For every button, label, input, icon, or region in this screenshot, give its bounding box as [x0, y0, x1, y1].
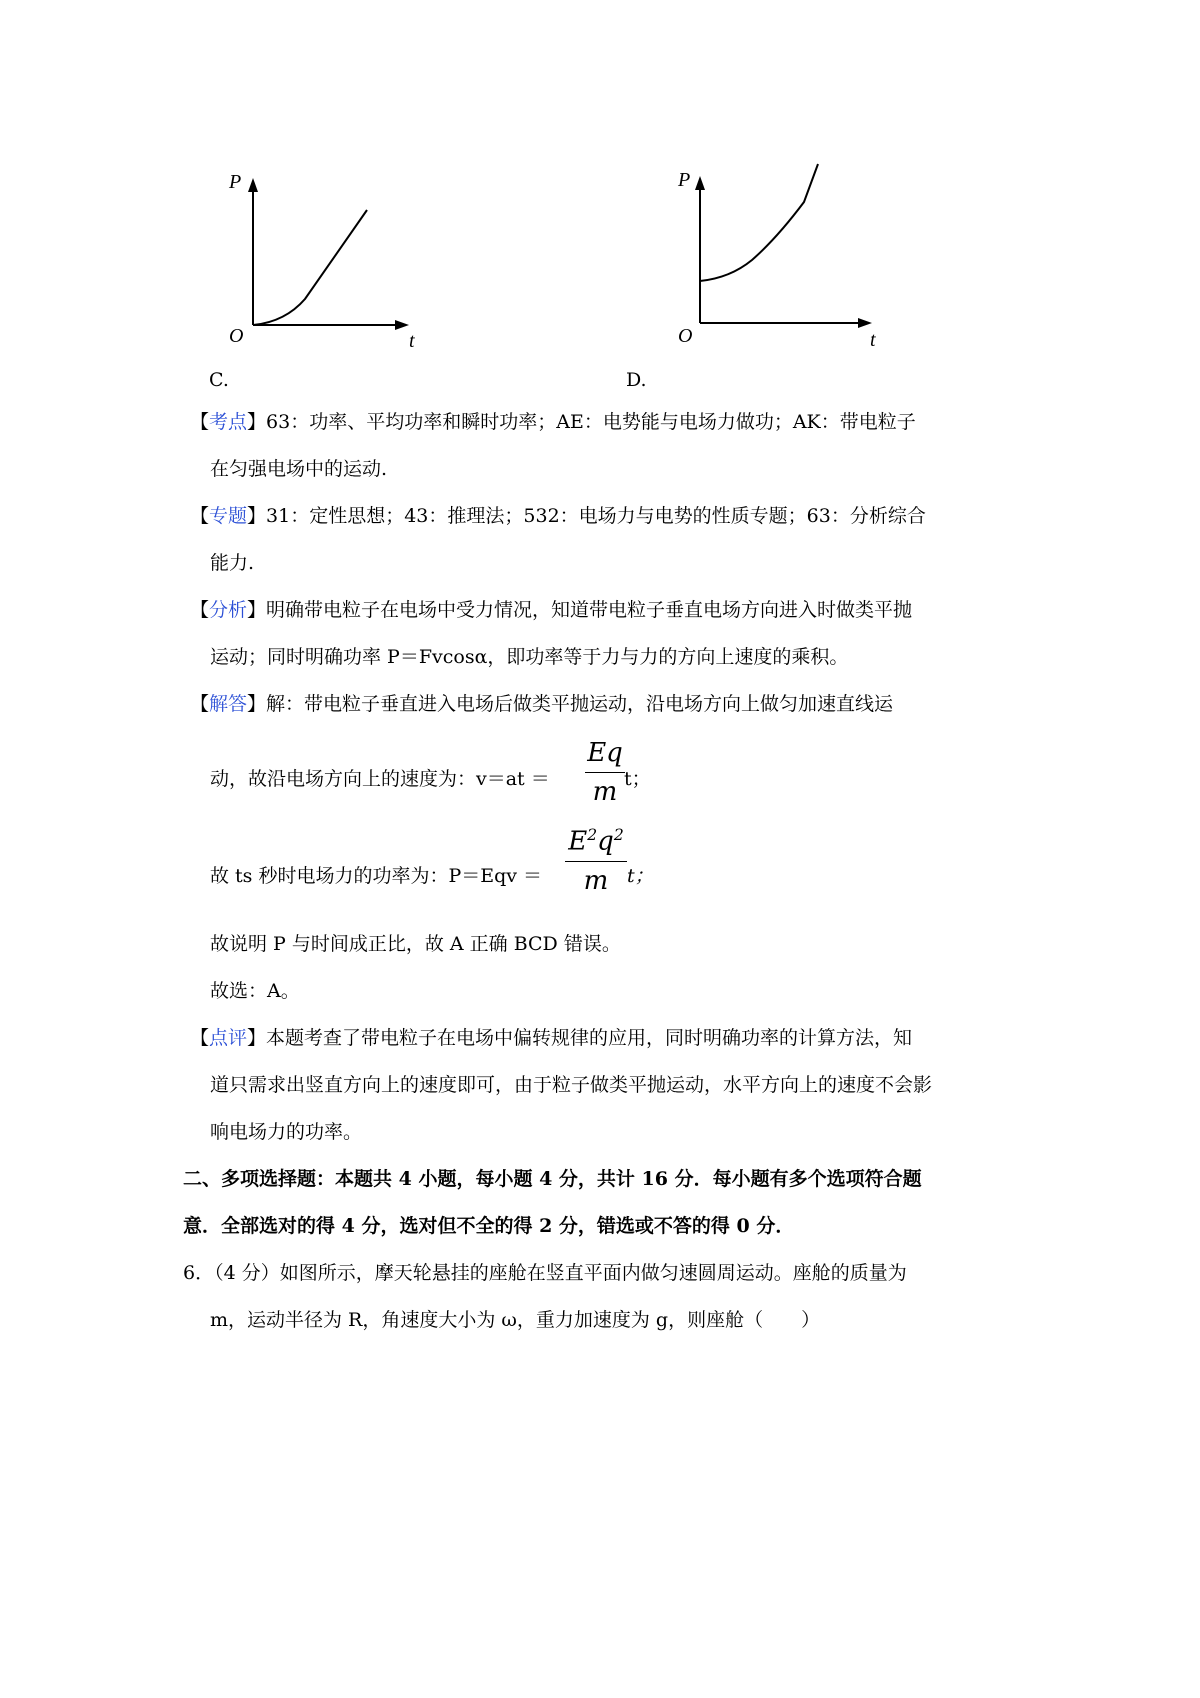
fenxi-line-2: 运动；同时明确功率 P＝Fvcosα，即功率等于力与力的方向上速度的乘积。	[210, 646, 849, 668]
zhuanti-line-1	[190, 507, 926, 526]
option-c-label: C.	[209, 369, 229, 391]
jieda-line-2-suffix: t；	[624, 768, 651, 790]
dianping-line-2: 道只需求出竖直方向上的速度即可，由于粒子做类平抛运动，水平方向上的速度不会影	[210, 1074, 933, 1096]
graph-d-x-arrow	[858, 318, 872, 328]
fraction-2-q-exp: 2	[613, 826, 624, 844]
dianping-line-3: 响电场力的功率。	[210, 1121, 363, 1143]
graph-c-origin: O	[229, 325, 244, 347]
graph-d-origin: O	[678, 325, 693, 347]
dianping-tag-open: 【	[190, 1027, 210, 1049]
graph-c-curve	[253, 210, 367, 325]
jieda-line-1	[190, 695, 893, 714]
dianping-tag-close: 】	[247, 1027, 267, 1049]
fenxi-line-1	[190, 601, 912, 620]
jieda-text-1: 解：带电粒子垂直进入电场后做类平抛运动，沿电场方向上做匀加速直线运	[266, 693, 894, 715]
option-d-label: D.	[626, 369, 647, 391]
jieda-line-5: 故选：A。	[210, 980, 300, 1002]
jieda-line-4: 故说明 P 与时间成正比，故 A 正确 BCD 错误。	[210, 933, 621, 955]
fraction-1-bar	[585, 772, 625, 773]
fraction-eq-over-m	[585, 740, 625, 805]
zhuanti-tag: 专题	[209, 505, 248, 527]
graph-c-y-label: P	[229, 171, 242, 193]
question-6-line-2: m，运动半径为 R，角速度大小为 ω，重力加速度为 g，则座舱（ ）	[210, 1309, 821, 1331]
graph-d-y-label: P	[678, 169, 691, 191]
fraction-1-denominator: m	[592, 777, 618, 807]
graph-d-curve	[700, 164, 818, 281]
graph-d-y-arrow	[695, 176, 705, 190]
kaodian-tag-open: 【	[190, 411, 210, 433]
zhuanti-line-2: 能力.	[210, 552, 255, 574]
fraction-2-denominator: m	[583, 865, 609, 896]
fenxi-tag-close: 】	[247, 599, 267, 621]
fenxi-tag-open: 【	[190, 599, 210, 621]
zhuanti-tag-open: 【	[190, 505, 210, 527]
graph-c	[225, 162, 435, 362]
kaodian-text-1: 63：功率、平均功率和瞬时功率；AE：电势能与电场力做功；AK：带电粒子	[266, 411, 916, 433]
dianping-tag: 点评	[209, 1027, 248, 1049]
jieda-line-3-suffix: t；	[627, 865, 654, 887]
jieda-tag: 解答	[209, 693, 248, 715]
fenxi-text-1: 明确带电粒子在电场中受力情况，知道带电粒子垂直电场方向进入时做类平抛	[266, 599, 913, 621]
fenxi-tag: 分析	[209, 599, 248, 621]
kaodian-line-2: 在匀强电场中的运动.	[210, 458, 388, 480]
zhuanti-tag-close: 】	[247, 505, 267, 527]
zhuanti-text-1: 31：定性思想；43：推理法；532：电场力与电势的性质专题；63：分析综合	[266, 505, 926, 527]
kaodian-line-1	[190, 413, 916, 432]
graph-d	[672, 160, 892, 360]
fraction-2-numerator	[565, 828, 627, 855]
fraction-2-e-exp: 2	[587, 826, 598, 844]
fraction-e2q2-over-m	[565, 828, 627, 894]
dianping-text-1: 本题考查了带电粒子在电场中偏转规律的应用，同时明确功率的计算方法，知	[266, 1027, 913, 1049]
section-2-heading-line-1: 二、多项选择题：本题共 4 小题，每小题 4 分，共计 16 分．每小题有多个选项符合题	[183, 1168, 922, 1190]
fraction-2-bar	[565, 861, 627, 862]
jieda-tag-close: 】	[247, 693, 267, 715]
kaodian-tag-close: 】	[247, 411, 267, 433]
jieda-line-3-prefix: 故 ts 秒时电场力的功率为：P＝Eqv ＝	[210, 865, 543, 887]
graph-d-x-label: t	[870, 329, 876, 351]
question-6-line-1: 6．（4 分）如图所示，摩天轮悬挂的座舱在竖直平面内做匀速圆周运动。座舱的质量为	[183, 1262, 907, 1284]
graph-c-x-label: t	[409, 330, 415, 352]
graph-c-y-arrow	[248, 178, 258, 192]
jieda-line-2-prefix: 动，故沿电场方向上的速度为：v＝at ＝	[210, 768, 550, 790]
kaodian-tag: 考点	[209, 411, 248, 433]
fraction-1-numerator: Eq	[587, 738, 623, 768]
fraction-2-e: E	[568, 826, 588, 857]
fraction-2-q: q	[597, 826, 614, 857]
section-2-heading-line-2: 意．全部选对的得 4 分，选对但不全的得 2 分，错选或不答的得 0 分．	[183, 1215, 795, 1237]
graph-c-x-arrow	[395, 320, 409, 330]
dianping-line-1	[190, 1029, 912, 1048]
jieda-tag-open: 【	[190, 693, 210, 715]
